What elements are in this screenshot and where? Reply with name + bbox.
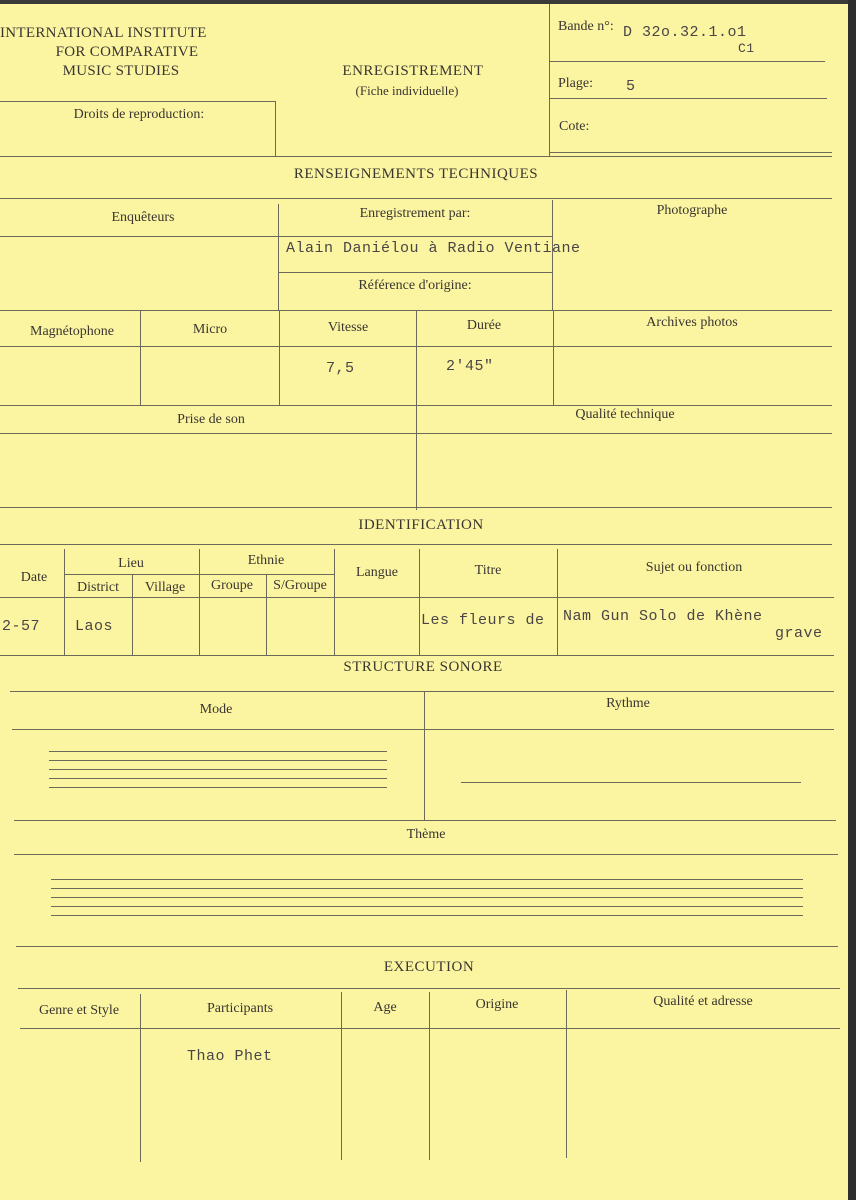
enreg-value-line: [278, 272, 552, 273]
sujet-value: Nam Gun Solo de Khène: [563, 608, 763, 625]
form-subtitle: (Fiche individuelle): [355, 83, 459, 98]
enregistrement-par-value: Alain Daniélou à Radio Ventiane: [286, 240, 581, 257]
date-label: Date: [20, 570, 48, 585]
bande-value: D 32o.32.1.o1: [623, 24, 747, 41]
tech-row-line: [0, 346, 832, 347]
photographe-label: Photographe: [656, 203, 728, 218]
vitesse-value: 7,5: [326, 360, 355, 377]
exec-col-1: [140, 994, 141, 1162]
reference-label: Référence d'origine:: [358, 278, 472, 293]
institute-name-line2: FOR COMPARATIVE: [55, 44, 199, 60]
enqueteurs-label: Enquêteurs: [111, 210, 175, 225]
bande-line: [549, 61, 825, 62]
bande-sub-value: C1: [738, 41, 755, 56]
rights-label: Droits de reproduction:: [73, 107, 205, 122]
genre-label: Genre et Style: [38, 1003, 120, 1018]
tech-row-line-2: [0, 405, 832, 406]
tech-col-3: [416, 310, 417, 510]
technical-title-line: [0, 198, 832, 199]
village-label: Village: [144, 580, 186, 595]
id-col-1: [64, 549, 65, 655]
structure-bottom-line: [16, 946, 838, 947]
exec-col-3: [429, 992, 430, 1160]
langue-label: Langue: [356, 565, 398, 580]
theme-header-line: [14, 854, 838, 855]
cote-line: [549, 152, 832, 153]
execution-section-title: EXECUTION: [383, 959, 475, 975]
exec-header-line: [20, 1028, 840, 1029]
mode-rythme-divider: [424, 691, 425, 820]
prise-label: Prise de son: [177, 412, 245, 427]
identification-section-title: IDENTIFICATION: [358, 517, 484, 533]
identification-bottom-line: [0, 655, 834, 656]
vitesse-label: Vitesse: [327, 320, 369, 335]
ethnie-label: Ethnie: [247, 553, 285, 568]
exec-col-2: [341, 992, 342, 1160]
tech-divider-1: [278, 204, 279, 310]
enregistrement-par-label: Enregistrement par:: [359, 206, 471, 221]
form-title: ENREGISTREMENT: [342, 63, 484, 79]
lieu-label: Lieu: [118, 556, 144, 571]
technical-section-title: RENSEIGNEMENTS TECHNIQUES: [293, 166, 539, 182]
sujet-value-line2: grave: [775, 625, 823, 642]
execution-title-line: [18, 988, 840, 989]
titre-label: Titre: [474, 563, 502, 578]
tech-col-4: [553, 310, 554, 405]
date-value: 2-57: [2, 618, 41, 635]
micro-label: Micro: [192, 322, 228, 337]
id-col-3: [199, 549, 200, 655]
sgroupe-label: S/Groupe: [273, 578, 327, 593]
tech-col-2: [279, 310, 280, 405]
id-col-4: [266, 574, 267, 655]
age-label: Age: [373, 1000, 397, 1015]
cote-label: Cote:: [559, 119, 590, 134]
archives-label: Archives photos: [646, 315, 738, 330]
district-value: Laos: [75, 618, 114, 635]
structure-section-title: STRUCTURE SONORE: [343, 659, 503, 675]
rights-top-line: [0, 101, 275, 102]
groupe-label: Groupe: [211, 578, 253, 593]
institute-name-line3: MUSIC STUDIES: [62, 63, 180, 79]
duree-label: Durée: [466, 318, 502, 333]
theme-label: Thème: [406, 827, 446, 842]
qualite-tech-label: Qualité technique: [575, 407, 675, 422]
bande-label: Bande n°:: [558, 19, 614, 34]
institute-name-line1: INTERNATIONAL INSTITUTE: [0, 25, 207, 41]
tech-row-line-3: [0, 433, 832, 434]
mode-header-line: [12, 729, 834, 730]
lieu-ethnie-sub-line: [64, 574, 334, 575]
rythme-line: [461, 782, 801, 783]
plage-label: Plage:: [558, 76, 593, 91]
id-col-2: [132, 574, 133, 655]
plage-value: 5: [626, 78, 636, 95]
rights-right-line: [275, 101, 276, 156]
origine-label: Origine: [475, 997, 519, 1012]
tech-header-line: [0, 236, 552, 237]
structure-title-line: [10, 691, 834, 692]
structure-mid-line: [14, 820, 836, 821]
rythme-label: Rythme: [606, 696, 650, 711]
plage-line: [549, 98, 827, 99]
id-header-line: [0, 597, 834, 598]
participants-value: Thao Phet: [187, 1048, 273, 1065]
id-col-7: [557, 549, 558, 655]
duree-value: 2'45": [446, 358, 494, 375]
id-col-5: [334, 549, 335, 655]
participants-label: Participants: [206, 1001, 274, 1016]
record-card: [0, 4, 848, 1200]
id-col-6: [419, 549, 420, 655]
exec-col-4: [566, 990, 567, 1158]
magnetophone-label: Magnétophone: [30, 324, 114, 339]
qualite-label: Qualité et adresse: [653, 994, 753, 1009]
identification-title-line: [0, 544, 832, 545]
mode-label: Mode: [199, 702, 233, 717]
header-bottom-line: [0, 156, 832, 157]
tech-col-1: [140, 310, 141, 405]
background-edge: [848, 0, 856, 1200]
sujet-label: Sujet ou fonction: [645, 560, 743, 575]
district-label: District: [77, 580, 119, 595]
header-divider: [549, 4, 550, 156]
titre-value: Les fleurs de: [421, 612, 545, 629]
technical-bottom-line: [0, 507, 832, 508]
